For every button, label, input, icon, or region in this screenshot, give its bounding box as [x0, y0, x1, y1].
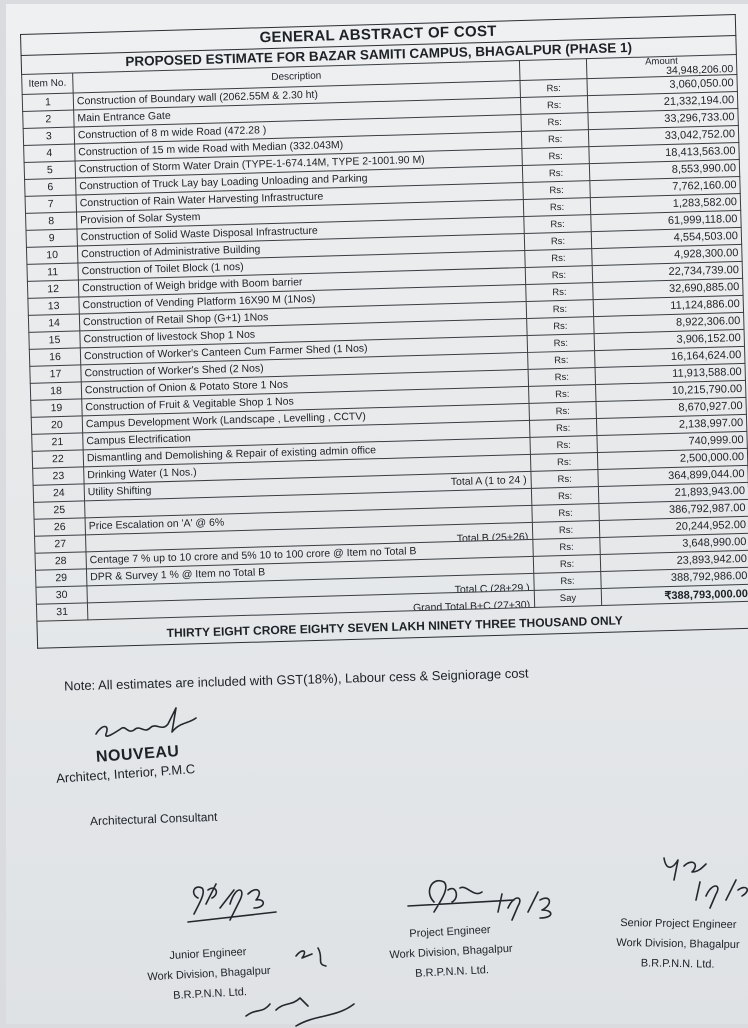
item-number: 11 [27, 263, 78, 281]
item-number: 6 [25, 178, 76, 196]
item-number: 4 [24, 144, 75, 162]
item-description: Dismantling and Demolishing & Repair of existing admin office [83, 437, 530, 466]
currency-label: Rs: [521, 130, 588, 149]
senior-project-engineer-signature [656, 850, 748, 910]
header-currency [519, 59, 587, 81]
consultant-name: NOUVEAU [95, 743, 180, 766]
item-amount: 4,928,300.00 [592, 244, 742, 265]
item-amount: 386,792,987.00 [599, 499, 748, 520]
currency-label: Rs: [528, 368, 595, 387]
item-description: Construction of 8 m wide Road (472.28 ) [74, 115, 521, 144]
currency-label: Rs: [524, 232, 591, 251]
senior-project-engineer-org: B.R.P.N.N. Ltd. [640, 957, 715, 971]
item-number: 9 [26, 229, 77, 247]
item-amount: 2,500,000.00 [597, 448, 747, 469]
currency-label: Say [534, 588, 601, 607]
item-amount: 23,893,942.00 [600, 550, 748, 571]
item-amount: 22,734,739.00 [592, 261, 742, 282]
item-amount: 8,553,990.00 [589, 159, 739, 180]
junior-engineer-org: B.R.P.N.N. Ltd. [172, 986, 248, 1002]
project-engineer-block [365, 918, 538, 987]
item-number: 30 [36, 586, 87, 604]
consultant-services: Architect, Interior, P.M.C [55, 761, 196, 786]
item-amount: 61,999,118.00 [591, 210, 741, 231]
item-number: 13 [28, 297, 79, 315]
item-number: 15 [29, 331, 80, 349]
item-amount: 11,913,588.00 [595, 363, 745, 384]
project-engineer-org: B.R.P.N.N. Ltd. [414, 964, 490, 980]
item-number: 31 [36, 603, 87, 621]
item-description: Provision of Solar System [76, 200, 523, 229]
item-number: 7 [25, 195, 76, 213]
item-number: 8 [26, 212, 77, 230]
project-engineer-title: Project Engineer [409, 923, 491, 941]
subtotal-label: Grand Total B+C (27+30) [412, 598, 531, 615]
junior-engineer-title: Junior Engineer [169, 946, 247, 963]
document-title: GENERAL ABSTRACT OF COST [20, 14, 736, 55]
item-description: Construction of Vending Platform 16X90 M (1Nos) [79, 284, 526, 313]
item-number: 3 [23, 127, 74, 145]
item-amount: 32,690,885.00 [593, 278, 743, 299]
item-number: 24 [33, 484, 84, 502]
item-description: Construction of Onion & Potato Store 1 Nos [81, 369, 528, 398]
item-description: Price Escalation on 'A' @ 6% [85, 505, 532, 534]
item-number: 21 [32, 433, 83, 451]
item-number: 18 [30, 382, 81, 400]
item-description: Construction of Storm Water Drain (TYPE-1-674.14M, TYPE 2-1001.90 M) [75, 149, 522, 178]
header-item-no: Item No. [22, 73, 74, 94]
item-description: Construction of Fruit & Vegitable Shop 1 Nos [82, 386, 529, 415]
currency-label: Rs: [524, 215, 591, 234]
item-amount: 11,124,886.00 [593, 295, 743, 316]
currency-label: Rs: [531, 487, 598, 506]
item-amount: 3,648,990.00 [600, 533, 748, 554]
item-number: 29 [35, 569, 86, 587]
currency-label: Rs: [523, 198, 590, 217]
item-description: DPR & Survey 1 % @ Item no Total B [86, 556, 533, 585]
item-number: 27 [35, 535, 86, 553]
currency-label: Rs: [534, 571, 601, 590]
item-amount: 388,792,986.00 [601, 567, 748, 588]
header-amount-value: 34,948,206.00 [665, 63, 734, 77]
item-amount: 2,138,997.00 [596, 414, 746, 435]
item-description: Construction of Administrative Building [77, 233, 524, 262]
currency-label: Rs: [529, 419, 596, 438]
item-amount: 4,554,503.00 [591, 227, 741, 248]
item-number: 5 [24, 161, 75, 179]
gst-note: Note: All estimates are included with GST(18%), Labour cess & Seigniorage cost [63, 665, 529, 694]
document-page [6, 4, 748, 1024]
item-number: 20 [31, 416, 82, 434]
document-subtitle: PROPOSED ESTIMATE FOR BAZAR SAMITI CAMPUS, BHAGALPUR (PHASE 1) [21, 35, 737, 74]
item-number: 16 [29, 348, 80, 366]
item-amount: 20,244,952.00 [599, 516, 748, 537]
currency-label: Rs: [533, 555, 600, 574]
item-description: Construction of Rain Water Harvesting Infrastructure [76, 183, 523, 212]
item-number: 25 [34, 501, 85, 519]
item-amount: 3,906,152.00 [594, 329, 744, 350]
item-number: 2 [23, 110, 74, 128]
item-amount: 18,413,563.00 [589, 142, 739, 163]
handwritten-notes [236, 944, 366, 1028]
item-amount: 33,296,733.00 [588, 108, 738, 129]
currency-label: Rs: [520, 96, 587, 115]
subtotal-label: Total B (25+26) [456, 531, 529, 545]
senior-project-engineer-title: Senior Project Engineer [620, 916, 737, 932]
currency-label: Rs: [521, 113, 588, 132]
item-number: 22 [32, 450, 83, 468]
item-description: Construction of Weigh bridge with Boom barrier [78, 267, 525, 296]
consultant-role: Architectural Consultant [89, 809, 218, 829]
item-amount: 16,164,624.00 [595, 346, 745, 367]
currency-label: Rs: [532, 504, 599, 523]
item-amount: 740,999.00 [597, 431, 747, 452]
currency-label: Rs: [533, 538, 600, 557]
senior-project-engineer-division: Work Division, Bhagalpur [616, 936, 740, 952]
item-description-text: Utility Shifting [87, 484, 152, 499]
currency-label: Rs: [525, 249, 592, 268]
currency-label: Rs: [520, 79, 587, 98]
item-description: Main Entrance Gate [74, 98, 521, 127]
currency-label: Rs: [526, 300, 593, 319]
consultant-signature [92, 704, 212, 744]
currency-label: Rs: [532, 521, 599, 540]
item-number: 23 [33, 467, 84, 485]
currency-label: Rs: [527, 334, 594, 353]
item-number: 1 [22, 93, 73, 111]
subtotal-label: Total A (1 to 24 ) [450, 474, 527, 489]
header-description: Description [73, 61, 520, 93]
item-description: Construction of livestock Shop 1 Nos [80, 318, 527, 347]
currency-label: Rs: [528, 351, 595, 370]
item-number: 10 [26, 246, 77, 264]
currency-label: Rs: [530, 436, 597, 455]
item-amount: 8,670,927.00 [596, 397, 746, 418]
item-amount: 1,283,582.00 [590, 193, 740, 214]
item-amount: 21,332,194.00 [587, 91, 737, 112]
item-description: Construction of 15 m wide Road with Median (332.043M) [75, 132, 522, 161]
item-description: Campus Electrification [83, 420, 530, 449]
item-description: Construction of Truck Lay bay Loading Unloading and Parking [76, 166, 523, 195]
subtotal-label: Total C (28+29 ) [454, 581, 530, 597]
item-number: 14 [28, 314, 79, 332]
currency-label: Rs: [527, 317, 594, 336]
item-description: Centage 7 % up to 10 crore and 5% 10 to 100 crore @ Item no Total B [86, 539, 533, 568]
cost-abstract-sheet [20, 14, 748, 649]
cost-table [21, 54, 748, 622]
item-description: Construction of Solid Waste Disposal Infrastructure [77, 217, 524, 246]
item-description: Construction of Retail Shop (G+1) 1Nos [79, 301, 526, 330]
header-amount-label: Amount [644, 55, 679, 68]
item-description: Campus Development Work (Landscape , Levelling , CCTV) [82, 403, 529, 432]
currency-label: Rs: [522, 147, 589, 166]
item-description: Construction of Worker's Shed (2 Nos) [81, 352, 528, 381]
item-description: Construction of Boundary wall (2062.55M & 2.30 ht) [73, 81, 520, 110]
item-number: 28 [35, 552, 86, 570]
currency-label: Rs: [525, 266, 592, 285]
project-engineer-division: Work Division, Bhagalpur [389, 942, 513, 962]
junior-engineer-division: Work Division, Bhagalpur [147, 964, 271, 984]
junior-engineer-signature [186, 874, 296, 934]
item-amount: 364,899,044.00 [598, 465, 748, 486]
item-amount: 21,893,943.00 [598, 482, 748, 503]
currency-label: Rs: [531, 470, 598, 489]
item-amount: 7,762,160.00 [590, 176, 740, 197]
item-description: Drinking Water (1 Nos.) [84, 454, 531, 483]
currency-label: Rs: [522, 164, 589, 183]
currency-label: Rs: [526, 283, 593, 302]
item-amount: ₹388,793,000.00 [601, 584, 748, 605]
item-amount: 33,042,752.00 [588, 125, 738, 146]
amount-in-words: THIRTY EIGHT CRORE EIGHTY SEVEN LAKH NINETY THREE THOUSAND ONLY [36, 602, 748, 649]
currency-label: Rs: [529, 402, 596, 421]
senior-project-engineer-block [601, 913, 748, 976]
currency-label: Rs: [529, 385, 596, 404]
item-amount: 10,215,790.00 [596, 380, 746, 401]
item-amount: 8,922,306.00 [594, 312, 744, 333]
item-description: Construction of Worker's Canteen Cum Farmer Shed (1 Nos) [80, 335, 527, 364]
item-description: Construction of Toilet Block (1 nos) [78, 250, 525, 279]
currency-label: Rs: [523, 181, 590, 200]
item-number: 12 [27, 280, 78, 298]
table-body [22, 74, 748, 621]
item-number: 19 [31, 399, 82, 417]
currency-label: Rs: [530, 453, 597, 472]
item-number: 26 [34, 518, 85, 536]
item-amount: 3,060,050.00 [587, 74, 737, 95]
item-number: 17 [30, 365, 81, 383]
